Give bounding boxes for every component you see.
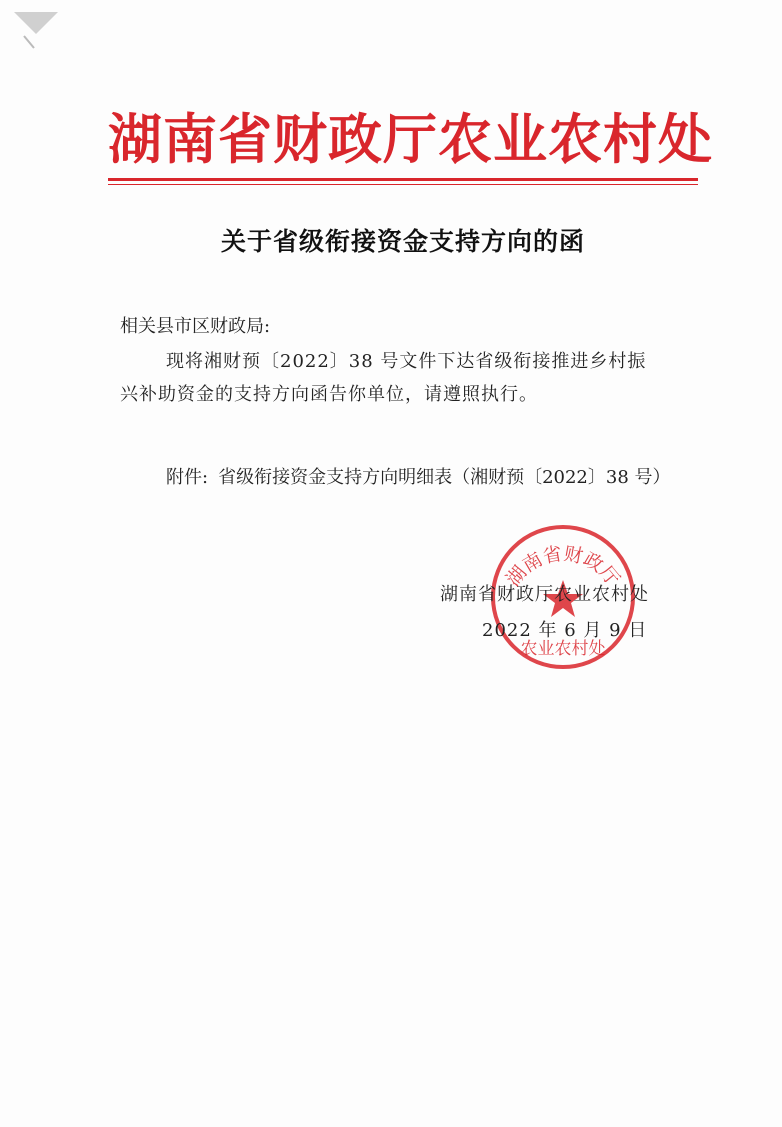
signoff-date: 2022 年 6 月 9 日 xyxy=(482,620,648,641)
document-title: 关于省级衔接资金支持方向的函 xyxy=(220,227,585,256)
body-line-2: 兴补助资金的支持方向函告你单位，请遵照执行。 xyxy=(120,384,538,405)
attachment-label: 附件: xyxy=(166,467,209,488)
letterhead-red-rule xyxy=(108,178,698,188)
attachment-text: 省级衔接资金支持方向明细表（湘财预〔2022〕38 号） xyxy=(218,467,671,488)
seal-top-text: 湖南省财政厅 xyxy=(502,542,624,591)
attachment-line xyxy=(166,463,671,489)
red-rule-thin-line xyxy=(108,184,698,185)
red-rule-thick-line xyxy=(108,178,698,181)
seal-bottom-text: 农业农村处 xyxy=(520,639,606,659)
body-line-1: 现将湘财预〔2022〕38 号文件下达省级衔接推进乡村振 xyxy=(166,351,647,372)
signoff-org-name: 湖南省财政厅农业农村处 xyxy=(440,584,649,605)
letterhead-org-name: 湖南省财政厅农业农村处 xyxy=(108,108,713,171)
body-paragraph xyxy=(120,345,690,411)
folded-corner-mark xyxy=(0,0,64,64)
salutation: 相关县市区财政局: xyxy=(120,316,271,337)
